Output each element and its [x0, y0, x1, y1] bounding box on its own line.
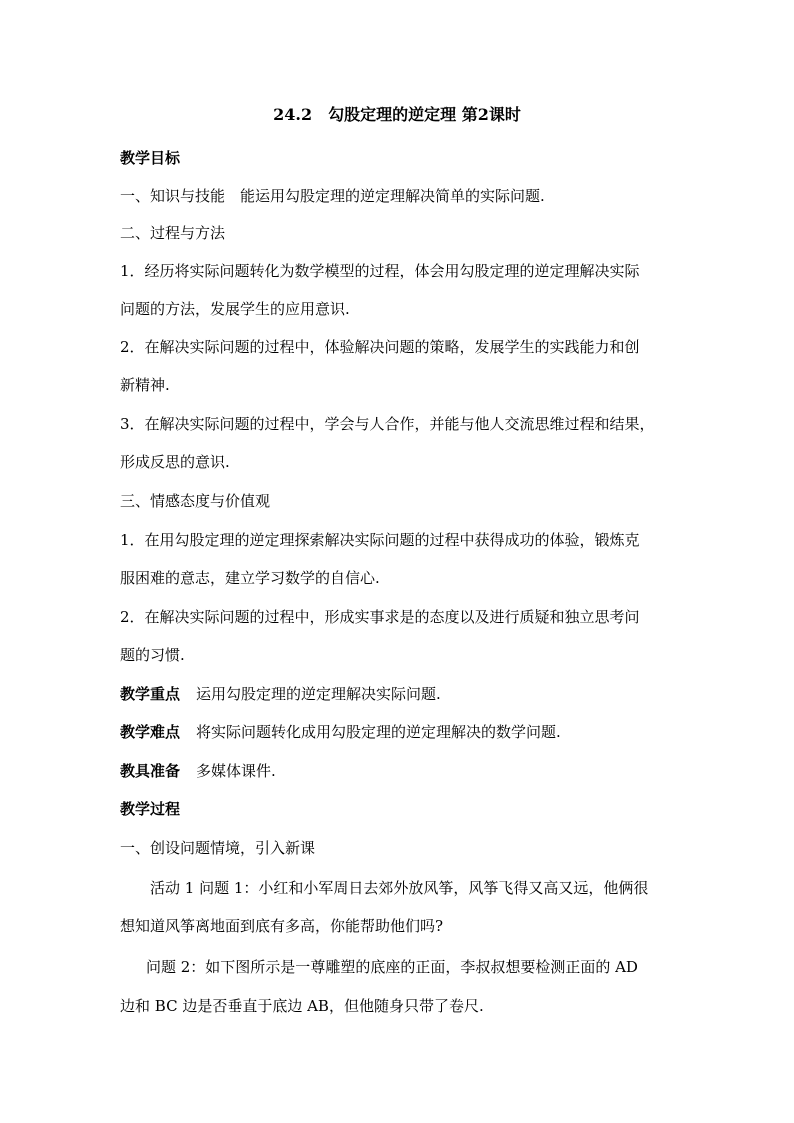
teaching-tools-label: 教具准备: [120, 762, 181, 780]
emotion-1-line-2: 服困难的意志，建立学习数学的自信心.: [120, 569, 380, 587]
difficult-point-label: 教学难点: [120, 723, 181, 741]
difficult-point-text: 将实际问题转化成用勾股定理的逆定理解决的数学问题.: [196, 723, 561, 741]
para-2-line-1: 2．在解决实际问题的过程中，体验解决问题的策略，发展学生的实践能力和创: [120, 338, 640, 356]
para-2-line-2: 新精神.: [120, 376, 170, 394]
teaching-tools: [120, 759, 690, 783]
para-1-line-1: 1．经历将实际问题转化为数学模型的过程，体会用勾股定理的逆定理解决实际: [120, 262, 640, 280]
page-title: 24.2 勾股定理的逆定理 第2课时: [273, 105, 521, 124]
difficult-point: [120, 720, 690, 744]
heading-process-methods: 二、过程与方法: [120, 224, 226, 242]
emotion-2-line-2: 题的习惯.: [120, 646, 185, 664]
emotion-2-line-1: 2．在解决实际问题的过程中，形成实事求是的态度以及进行质疑和独立思考问: [120, 608, 640, 626]
heading-emotion: 三、情感态度与价值观: [120, 492, 271, 510]
heading-step-1: 一、创设问题情境，引入新课: [120, 839, 316, 857]
activity-1-line-1: 活动 1 问题 1：小红和小军周日去郊外放风筝，风筝飞得又高又远，他俩很: [150, 879, 649, 897]
teaching-tools-text: 多媒体课件.: [196, 762, 276, 780]
para-3-line-2: 形成反思的意识.: [120, 453, 230, 471]
heading-teaching-process: 教学过程: [120, 800, 181, 818]
question-2-line-2: 边和 BC 边是否垂直于底边 AB，但他随身只带了卷尺.: [120, 997, 484, 1015]
emotion-1-line-1: 1．在用勾股定理的逆定理探索解决实际问题的过程中获得成功的体验，锻炼克: [120, 531, 640, 549]
key-point-label: 教学重点: [120, 685, 181, 703]
text-knowledge: 一、知识与技能 能运用勾股定理的逆定理解决简单的实际问题.: [120, 187, 545, 205]
key-point-text: 运用勾股定理的逆定理解决实际问题.: [196, 685, 441, 703]
para-1-line-2: 问题的方法，发展学生的应用意识.: [120, 300, 350, 318]
heading-objectives: 教学目标: [120, 149, 181, 167]
key-point: [120, 682, 690, 706]
question-2-line-1: 问题 2：如下图所示是一尊雕塑的底座的正面，李叔叔想要检测正面的 AD: [146, 958, 638, 976]
para-3-line-1: 3．在解决实际问题的过程中，学会与人合作，并能与他人交流思维过程和结果，: [120, 415, 655, 433]
activity-1-line-2: 想知道风筝离地面到底有多高，你能帮助他们吗?: [120, 917, 444, 935]
